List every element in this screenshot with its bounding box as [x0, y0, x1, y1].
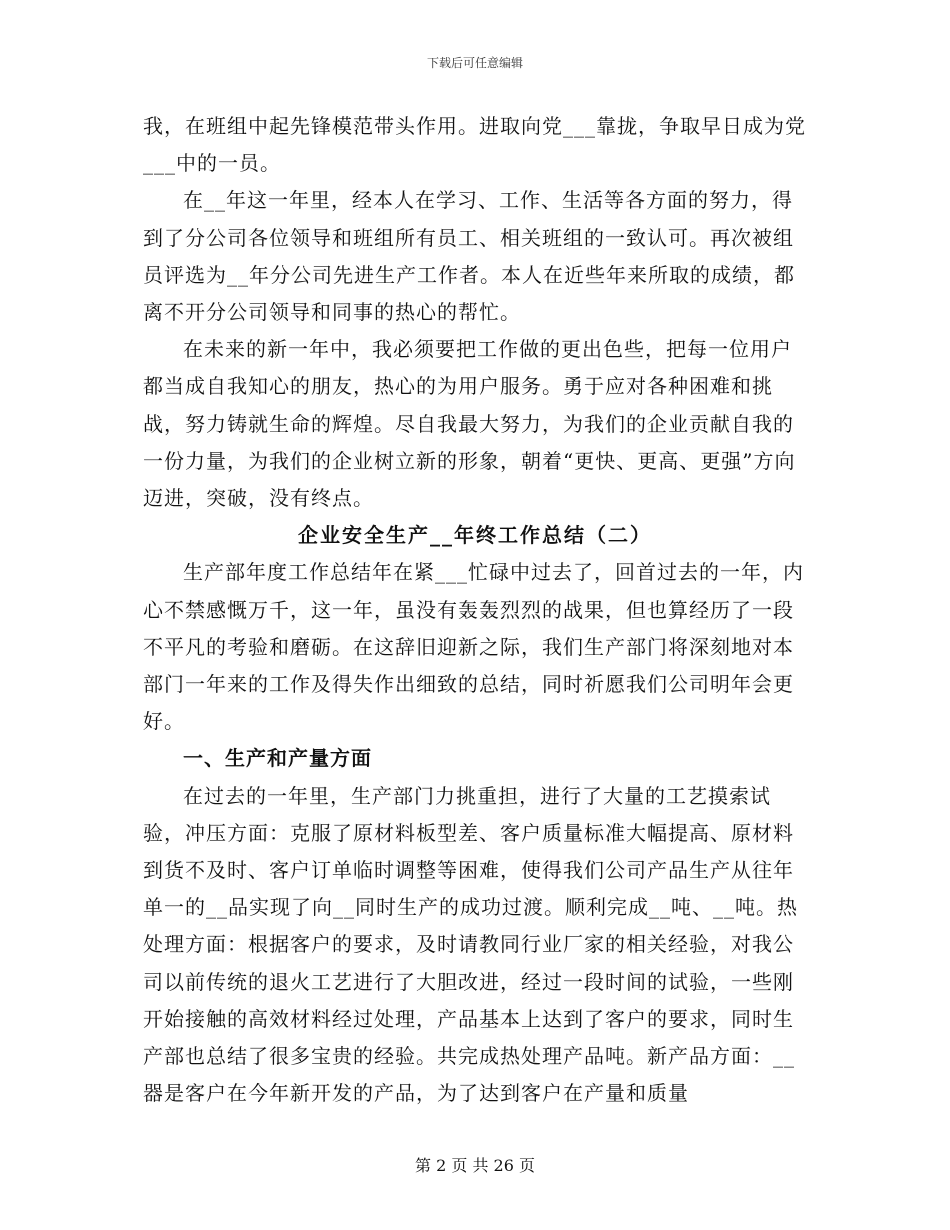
section-title: 企业安全生产__年终工作总结（二） [298, 523, 652, 548]
section-heading-production: 一、生产和产量方面 [183, 746, 372, 771]
paragraph-achievements: 在__年这一年里，经本人在学习、工作、生活等各方面的努力，得到了分公司各位领导和班组所有员工、相关班组的一致认可。再次被组员评选为__年分公司先进生产工作者。本人在近些年来所取的成绩，都离不开分公司领导和同事的热心的帮忙。 [143, 188, 795, 325]
document-body [143, 108, 807, 1112]
paragraph-continuation: 我，在班组中起先锋模范带头作用。进取向党___靠拢，争取早日成为党___中的一员。 [143, 114, 806, 176]
paragraph-production: 在过去的一年里，生产部门力挑重担，进行了大量的工艺摸索试验，冲压方面：克服了原材料板型差、客户质量标准大幅提高、原材料到货不及时、客户订单临时调整等困难，使得我们公司产品生产从往年单一的__品实现了向__同时生产的成功过渡。顺利完成__吨、__吨。热处理方面：根据客户的要求，及时请教同行业厂家的相关经验，对我公司以前传统的退火工艺进行了大胆改进，经过一段时间的试验，一些刚开始接触的高效材料经过处理，产品基本上达到了客户的要求，同时生产部也总结了很多宝贵的经验。共完成热处理产品吨。新产品方面：__器是客户在今年新开发的产品，为了达到客户在产量和质量 [143, 783, 798, 1106]
page-header-note: 下载后可任意编辑 [426, 56, 523, 70]
paragraph-intro: 生产部年度工作总结年在紧___忙碌中过去了，回首过去的一年，内心不禁感慨万千，这一年，虽没有轰轰烈烈的战果，但也算经历了一段不平凡的考验和磨砺。在这辞旧迎新之际，我们生产部门将深刻地对本部门一年来的工作及得失作出细致的总结，同时祈愿我们公司明年会更好。 [143, 560, 804, 734]
page-number-footer: 第 2 页 共 26 页 [415, 1156, 535, 1175]
paragraph-future-plans: 在未来的新一年中，我必须要把工作做的更出色些，把每一位用户都当成自我知心的朋友，热心的为用户服务。勇于应对各种困难和挑战，努力铸就生命的辉煌。尽自我最大努力，为我们的企业贡献自我的一份力量，为我们的企业树立新的形象，朝着“更快、更高、更强”方向迈进，突破，没有终点。 [143, 337, 796, 511]
